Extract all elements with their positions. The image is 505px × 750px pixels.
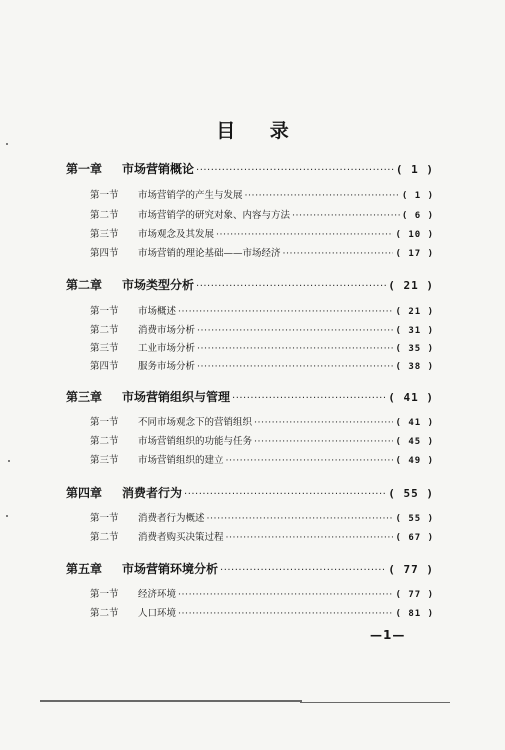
page-reference: ( 41 )	[388, 391, 434, 404]
section-number: 第一节	[90, 589, 119, 600]
scan-speck	[6, 515, 8, 517]
section-title: 人口环境	[138, 608, 177, 619]
section-title: 市场营销的理论基础——市场经济	[138, 248, 281, 259]
page-reference: ( 1 )	[395, 163, 434, 176]
dot-leader	[254, 417, 393, 428]
section-title: 经济环境	[138, 589, 177, 600]
dot-leader	[196, 281, 386, 292]
toc-section-row	[90, 303, 434, 317]
section-number: 第二节	[90, 436, 119, 447]
section-title: 服务市场分析	[138, 361, 196, 372]
dot-leader	[283, 248, 394, 259]
toc-section-row	[90, 605, 434, 619]
section-title: 市场营销组织的功能与任务	[138, 436, 253, 447]
dot-leader	[226, 455, 394, 466]
dot-leader	[232, 393, 386, 404]
toc-chapter-row	[66, 560, 434, 577]
section-title: 消费者购买决策过程	[138, 532, 224, 543]
section-title: 消费者行为概述	[138, 513, 205, 524]
toc-section-row	[90, 340, 434, 354]
toc-section-row	[90, 510, 434, 524]
dot-leader	[220, 565, 386, 576]
dot-leader	[197, 361, 393, 372]
dot-leader	[226, 532, 394, 543]
section-title: 市场营销学的研究对象、内容与方法	[138, 210, 291, 221]
chapter-number: 第五章	[66, 562, 103, 576]
page-number: —1—	[370, 628, 406, 642]
section-title: 市场营销学的产生与发展	[138, 190, 243, 201]
page-reference: ( 67 )	[395, 533, 434, 543]
page-reference: ( 49 )	[395, 456, 434, 466]
scan-edge-line	[40, 700, 302, 702]
toc-section-row	[90, 433, 434, 447]
section-number: 第二节	[90, 325, 119, 336]
dot-leader	[196, 165, 394, 176]
page-reference: ( 35 )	[395, 344, 434, 354]
toc-section-row	[90, 245, 434, 259]
page-reference: ( 41 )	[395, 418, 434, 428]
section-number: 第三节	[90, 229, 119, 240]
dot-leader	[197, 325, 393, 336]
chapter-number: 第四章	[66, 486, 103, 500]
section-number: 第四节	[90, 248, 119, 259]
dot-leader	[245, 190, 400, 201]
toc-section-row	[90, 358, 434, 372]
chapter-title: 消费者行为	[122, 486, 183, 500]
page-reference: ( 55 )	[395, 514, 434, 524]
section-number: 第一节	[90, 417, 119, 428]
page-reference: ( 17 )	[395, 249, 434, 259]
chapter-title: 市场营销概论	[122, 162, 195, 176]
toc-chapter-row	[66, 160, 434, 177]
chapter-number: 第二章	[66, 278, 103, 292]
toc-section-row	[90, 226, 434, 240]
section-number: 第一节	[90, 513, 119, 524]
page-reference: ( 77 )	[388, 563, 434, 576]
toc-section-row	[90, 187, 434, 201]
section-title: 市场概述	[138, 306, 177, 317]
section-number: 第一节	[90, 306, 119, 317]
chapter-number: 第三章	[66, 390, 103, 404]
dot-leader	[207, 513, 394, 524]
page-reference: ( 31 )	[395, 326, 434, 336]
page-reference: ( 6 )	[401, 211, 434, 221]
section-number: 第三节	[90, 455, 119, 466]
scan-speck	[8, 460, 10, 462]
section-number: 第二节	[90, 210, 119, 221]
section-number: 第二节	[90, 532, 119, 543]
section-number: 第一节	[90, 190, 119, 201]
toc-section-row	[90, 586, 434, 600]
dot-leader	[197, 343, 393, 354]
chapter-title: 市场营销环境分析	[122, 562, 219, 576]
toc-chapter-row	[66, 388, 434, 405]
page-reference: ( 1 )	[401, 191, 434, 201]
chapter-title: 市场类型分析	[122, 278, 195, 292]
page-reference: ( 38 )	[395, 362, 434, 372]
scan-edge-line	[300, 702, 450, 703]
dot-leader	[178, 608, 393, 619]
section-title: 市场观念及其发展	[138, 229, 215, 240]
section-number: 第二节	[90, 608, 119, 619]
section-title: 市场营销组织的建立	[138, 455, 224, 466]
dot-leader	[292, 210, 400, 221]
dot-leader	[178, 306, 393, 317]
section-number: 第四节	[90, 361, 119, 372]
dot-leader	[254, 436, 393, 447]
page-reference: ( 21 )	[388, 279, 434, 292]
toc-section-row	[90, 452, 434, 466]
page-reference: ( 55 )	[388, 487, 434, 500]
page-reference: ( 10 )	[395, 230, 434, 240]
page-title: 目 录	[216, 120, 303, 142]
toc-chapter-row	[66, 276, 434, 293]
chapter-number: 第一章	[66, 162, 103, 176]
page-reference: ( 21 )	[395, 307, 434, 317]
toc-section-row	[90, 322, 434, 336]
section-number: 第三节	[90, 343, 119, 354]
toc-section-row	[90, 414, 434, 428]
section-title: 工业市场分析	[138, 343, 196, 354]
section-title: 不同市场观念下的营销组织	[138, 417, 253, 428]
chapter-title: 市场营销组织与管理	[122, 390, 231, 404]
page-reference: ( 45 )	[395, 437, 434, 447]
page-reference: ( 77 )	[395, 590, 434, 600]
scan-speck	[6, 143, 8, 145]
section-title: 消费市场分析	[138, 325, 196, 336]
dot-leader	[178, 589, 393, 600]
page-reference: ( 81 )	[395, 609, 434, 619]
toc-section-row	[90, 529, 434, 543]
toc-section-row	[90, 207, 434, 221]
toc-chapter-row	[66, 484, 434, 501]
dot-leader	[184, 489, 386, 500]
dot-leader	[216, 229, 393, 240]
